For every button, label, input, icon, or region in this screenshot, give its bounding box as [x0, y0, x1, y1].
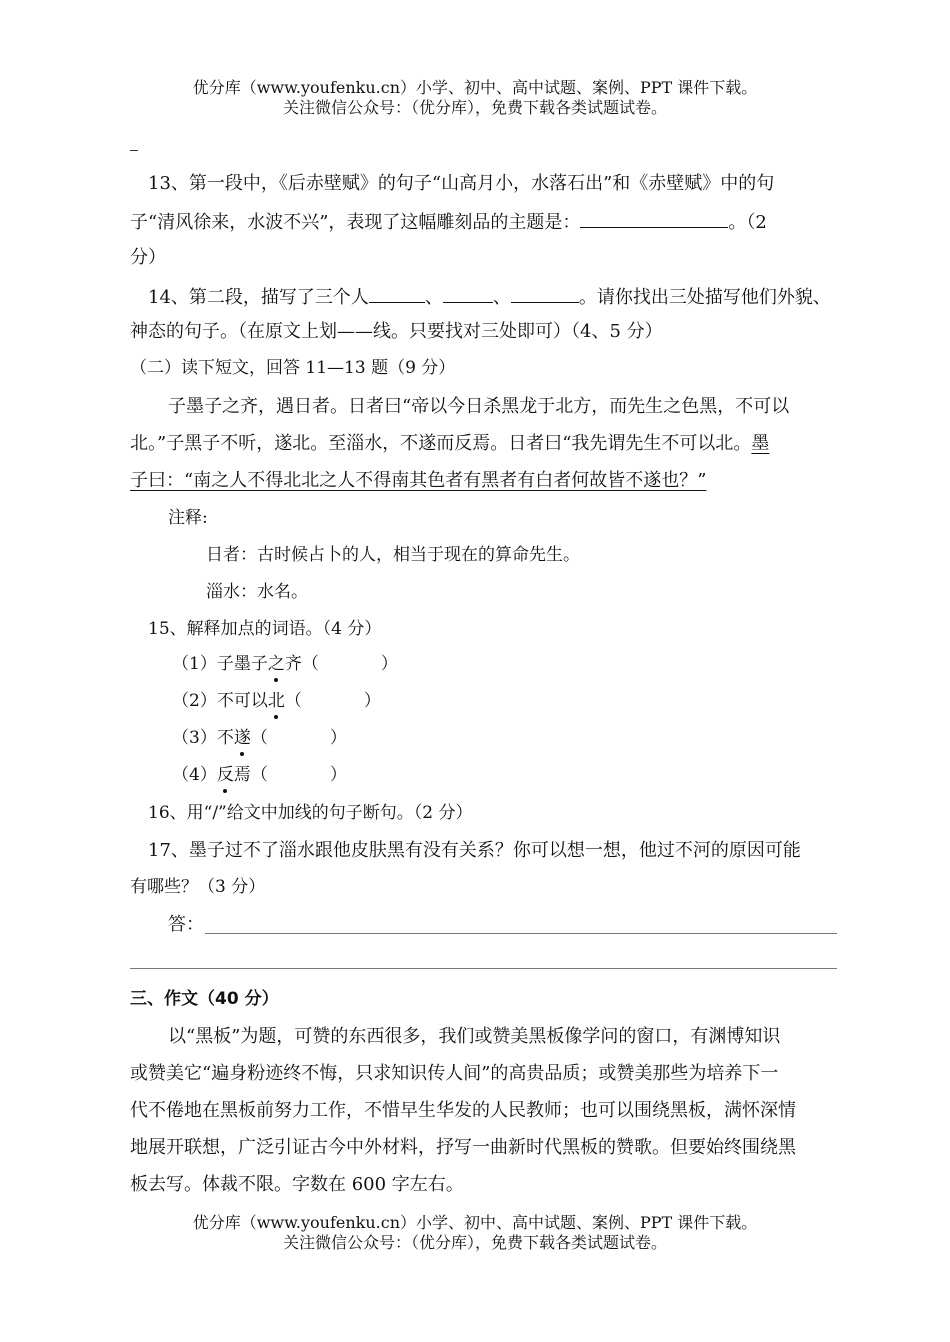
answer-line-2[interactable] [130, 968, 837, 969]
close-paren: ） [363, 691, 381, 711]
q15-item-3-post: （ [250, 728, 268, 748]
header-line-2: 关注微信公众号：（优分库），免费下载各类试题试卷。 [282, 98, 667, 117]
q15-item-3-pre: （3）不 [172, 728, 234, 748]
dotted-word: 北 [267, 691, 285, 711]
q17-answer-label: 答： [168, 914, 204, 935]
dotted-word: 反 [216, 765, 234, 785]
q15-item-2-pre: （2）不可以 [172, 691, 268, 711]
footer-line-2: 关注微信公众号：（优分库），免费下载各类试题试卷。 [282, 1233, 667, 1252]
q15-item-2-post: （ [284, 691, 302, 711]
section3-title: 三、作文（40 分） [130, 989, 279, 1009]
dotted-word: 之 [267, 654, 285, 674]
q14-text-a: 14、第二段，描写了三个人 [148, 287, 369, 308]
passage-underlined-sentence: 子曰：“南之人不得北北之人不得南其色者有黑者有白者何故皆不遂也？” [130, 470, 707, 491]
q13-text: 子“清风徐来，水波不兴”，表现了这幅雕刻品的主题是： [130, 212, 581, 233]
dotted-word: 遂 [233, 728, 251, 748]
close-paren: ） [329, 728, 347, 748]
passage-underlined-start: 墨 [751, 433, 770, 454]
q14-blank-1[interactable] [369, 284, 425, 303]
q16-text: 16、用“/”给文中加线的句子断句。（2 分） [148, 803, 473, 823]
q15-item-1 [172, 652, 398, 676]
answer-line-1[interactable] [205, 933, 837, 934]
essay-line-3: 代不倦地在黑板前努力工作，不惜早生华发的人民教师；也可以围绕黑板，满怀深情 [130, 1100, 796, 1121]
section2-title: （二）读下短文，回答 11—13 题（9 分） [130, 358, 456, 378]
essay-line-1: 以“黑板”为题，可赞的东西很多，我们或赞美黑板像学问的窗口，有渊博知识 [168, 1026, 781, 1047]
note-1: 日者：古时候占卜的人，相当于现在的算命先生。 [206, 545, 580, 565]
q14-line-2: 神态的句子。（在原文上划——线。只要找对三处即可）（4、5 分） [130, 321, 663, 342]
q15-title: 15、解释加点的词语。（4 分） [148, 619, 382, 639]
q17-line-2: 有哪些？（3 分） [130, 877, 266, 897]
stray-dash [130, 150, 138, 151]
passage-line-2-text: 北。”子黑子不听，遂北。至淄水，不遂而反焉。日者曰“我先谓先生不可以北。 [130, 433, 752, 454]
close-paren: ） [329, 765, 347, 785]
q14-blank-3[interactable] [511, 284, 579, 303]
notes-title: 注释: [168, 508, 208, 528]
essay-line-2: 或赞美它“遍身粉迹终不悔，只求知识传人间”的高贵品质；或赞美那些为培养下一 [130, 1063, 779, 1084]
close-paren: ） [380, 654, 398, 674]
q15-item-4 [172, 763, 347, 787]
q13-score: 。（2 [728, 212, 767, 233]
note-2: 淄水：水名。 [206, 582, 308, 602]
q15-item-3 [172, 726, 347, 750]
q15-item-4-pre: （4） [172, 765, 217, 785]
page-header [0, 78, 950, 118]
q17-line-1: 17、墨子过不了淄水跟他皮肤黑有没有关系？你可以想一想，他过不河的原因可能 [148, 840, 801, 861]
q15-item-4-post: 焉（ [233, 765, 268, 785]
q14-blank-2[interactable] [443, 284, 493, 303]
q13-answer-blank[interactable] [580, 209, 728, 228]
footer-line-1: 优分库（www.youfenku.cn）小学、初中、高中试题、案例、PPT 课件下载。 [192, 1213, 758, 1232]
q14-sep-2: 、 [492, 287, 511, 308]
q14-sep-1: 、 [424, 287, 443, 308]
q14-line-1 [148, 284, 831, 310]
q13-line-2 [130, 209, 767, 235]
q13-line-3: 分） [130, 247, 166, 268]
essay-line-4: 地展开联想，广泛引证古今中外材料，抒写一曲新时代黑板的赞歌。但要始终围绕黑 [130, 1137, 796, 1158]
passage-line-2 [130, 432, 769, 456]
q15-item-2 [172, 689, 381, 713]
header-line-1: 优分库（www.youfenku.cn）小学、初中、高中试题、案例、PPT 课件下载。 [192, 78, 758, 97]
passage-line-1: 子墨子之齐，遇日者。日者曰“帝以今日杀黑龙于北方，而先生之色黑，不可以 [168, 396, 790, 417]
essay-line-5: 板去写。体裁不限。字数在 600 字左右。 [130, 1174, 464, 1195]
q14-text-b: 。请你找出三处描写他们外貌、 [578, 287, 831, 308]
q15-item-1-pre: （1）子墨子 [172, 654, 268, 674]
q15-item-1-post: 齐（ [284, 654, 319, 674]
page-footer [0, 1213, 950, 1253]
q13-line-1: 13、第一段中，《后赤壁赋》的句子“山高月小，水落石出”和《赤壁赋》中的句 [148, 173, 775, 194]
